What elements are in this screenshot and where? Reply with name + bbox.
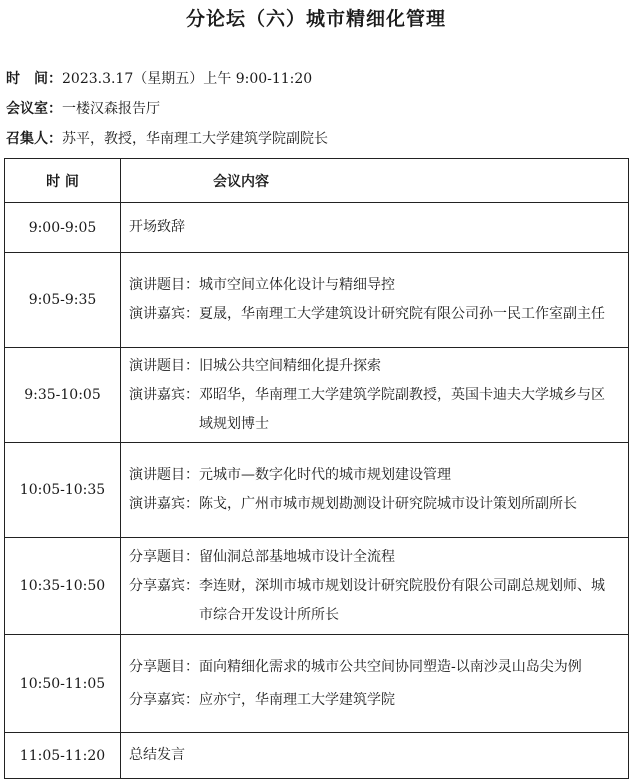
row-content: 总结发言 <box>121 733 629 779</box>
meta-host-value: 苏平，教授，华南理工大学建筑学院副院长 <box>62 131 328 147</box>
row-content <box>121 635 629 733</box>
meta-room-value: 一楼汉森报告厅 <box>62 101 160 117</box>
header-time: 时 间 <box>5 159 121 203</box>
speaker-label: 分享嘉宾： <box>129 691 199 708</box>
meta-host-label: 召集人： <box>6 131 62 147</box>
topic-text: 旧城公共空间精细化提升探索 <box>199 357 381 374</box>
table-row <box>5 443 629 538</box>
row-time: 10:05-10:35 <box>5 443 121 538</box>
page-title: 分论坛（六）城市精细化管理 <box>185 8 446 30</box>
meta-room <box>6 98 160 118</box>
speaker-text: 夏晟，华南理工大学建筑设计研究院有限公司孙一民工作室副主任 <box>199 306 605 322</box>
row-content <box>121 443 629 538</box>
speaker-text: 李连财，深圳市城市规划设计研究院股份有限公司副总规划师、城市综合开发设计所所长 <box>199 577 605 623</box>
meta-time-value: 2023.3.17（星期五）上午 9:00-11:20 <box>62 71 313 87</box>
table-row <box>5 635 629 733</box>
topic-label: 分享题目： <box>129 548 199 565</box>
row-content <box>121 538 629 635</box>
meta-room-label: 会议室： <box>6 101 62 117</box>
row-time: 9:05-9:35 <box>5 253 121 348</box>
topic-label: 分享题目： <box>129 658 199 675</box>
speaker-label: 演讲嘉宾： <box>129 306 199 322</box>
row-content <box>121 348 629 443</box>
row-time: 9:00-9:05 <box>5 203 121 253</box>
speaker-text: 邓昭华，华南理工大学建筑学院副教授，英国卡迪夫大学城乡与区域规划博士 <box>199 386 605 432</box>
row-content: 开场致辞 <box>121 203 629 253</box>
topic-text: 城市空间立体化设计与精细导控 <box>199 277 395 293</box>
topic-text: 元城市—数字化时代的城市规划建设管理 <box>199 467 451 483</box>
row-time: 11:05-11:20 <box>5 733 121 779</box>
row-time: 10:35-10:50 <box>5 538 121 635</box>
meta-time-label: 时 间： <box>6 71 62 87</box>
table-row <box>5 538 629 635</box>
table-row <box>5 253 629 348</box>
row-content <box>121 253 629 348</box>
table-row <box>5 348 629 443</box>
table-row <box>5 733 629 779</box>
speaker-text: 陈戈，广州市城市规划勘测设计研究院城市设计策划所副所长 <box>199 496 577 512</box>
table-row <box>5 203 629 253</box>
speaker-label: 演讲嘉宾： <box>129 386 199 403</box>
topic-label: 演讲题目： <box>129 277 199 293</box>
meta-host <box>6 128 328 148</box>
topic-label: 演讲题目： <box>129 467 199 483</box>
table-header-row <box>5 159 629 203</box>
meta-time <box>6 68 312 88</box>
speaker-label: 分享嘉宾： <box>129 577 199 594</box>
topic-label: 演讲题目： <box>129 357 199 374</box>
speaker-text: 应亦宁，华南理工大学建筑学院 <box>199 691 395 708</box>
row-time: 10:50-11:05 <box>5 635 121 733</box>
topic-text: 面向精细化需求的城市公共空间协同塑造-以南沙灵山岛尖为例 <box>199 658 582 675</box>
topic-text: 留仙洞总部基地城市设计全流程 <box>199 548 395 565</box>
speaker-label: 演讲嘉宾： <box>129 496 199 512</box>
agenda-table <box>4 158 629 779</box>
header-content: 会议内容 <box>121 159 629 203</box>
row-time: 9:35-10:05 <box>5 348 121 443</box>
